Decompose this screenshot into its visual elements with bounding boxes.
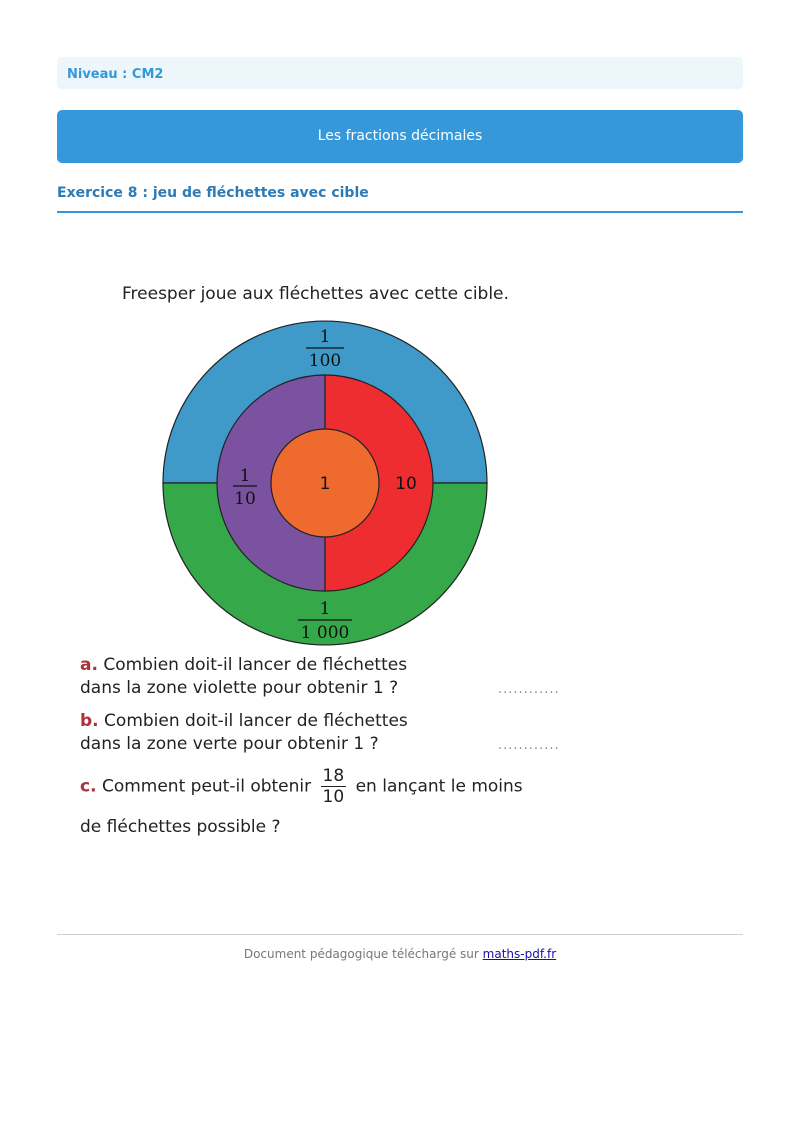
blue-denominator: 100 xyxy=(308,351,342,371)
purple-numerator: 1 xyxy=(239,466,251,486)
exercise-image xyxy=(80,284,580,844)
question-a-line1: Combien doit-il lancer de fléchettes xyxy=(103,655,408,675)
answer-blank-a: ............ xyxy=(498,682,560,697)
green-numerator: 1 xyxy=(319,599,331,619)
footer-divider xyxy=(57,934,743,935)
orange-value: 1 xyxy=(319,474,331,494)
footer-link[interactable]: maths-pdf.fr xyxy=(482,947,557,961)
question-c-fraction xyxy=(321,766,347,807)
question-b-letter: b. xyxy=(80,711,99,731)
question-b xyxy=(80,710,408,756)
exercise-title: Exercice 8 : jeu de fléchettes avec cible xyxy=(57,185,743,213)
dart-target xyxy=(160,318,490,648)
footer xyxy=(0,947,800,961)
answer-blank-b: ............ xyxy=(498,738,560,753)
level-label: Niveau : CM2 xyxy=(67,67,164,82)
question-a-letter: a. xyxy=(80,655,98,675)
question-c-fraction-denominator: 10 xyxy=(322,787,345,807)
green-denominator: 1 000 xyxy=(300,623,350,643)
question-c-before: Comment peut-il obtenir xyxy=(101,776,312,797)
topic-banner: Les fractions décimales xyxy=(57,110,743,163)
red-value: 10 xyxy=(395,474,417,494)
exercise-intro: Freesper joue aux fléchettes avec cette cible. xyxy=(122,284,509,304)
question-b-line1: Combien doit-il lancer de fléchettes xyxy=(104,711,408,731)
question-c-letter: c. xyxy=(80,776,97,797)
question-c xyxy=(80,766,523,807)
question-b-line2: dans la zone verte pour obtenir 1 ? xyxy=(80,734,379,754)
question-a-line2: dans la zone violette pour obtenir 1 ? xyxy=(80,678,399,698)
question-a xyxy=(80,654,407,700)
footer-text: Document pédagogique téléchargé sur xyxy=(243,947,479,961)
question-c-after: en lançant le moins xyxy=(355,776,523,797)
level-box xyxy=(57,57,743,89)
question-c-fraction-numerator: 18 xyxy=(322,766,345,786)
blue-numerator: 1 xyxy=(319,327,331,347)
question-c-line2: de fléchettes possible ? xyxy=(80,817,281,837)
purple-denominator: 10 xyxy=(234,489,256,509)
